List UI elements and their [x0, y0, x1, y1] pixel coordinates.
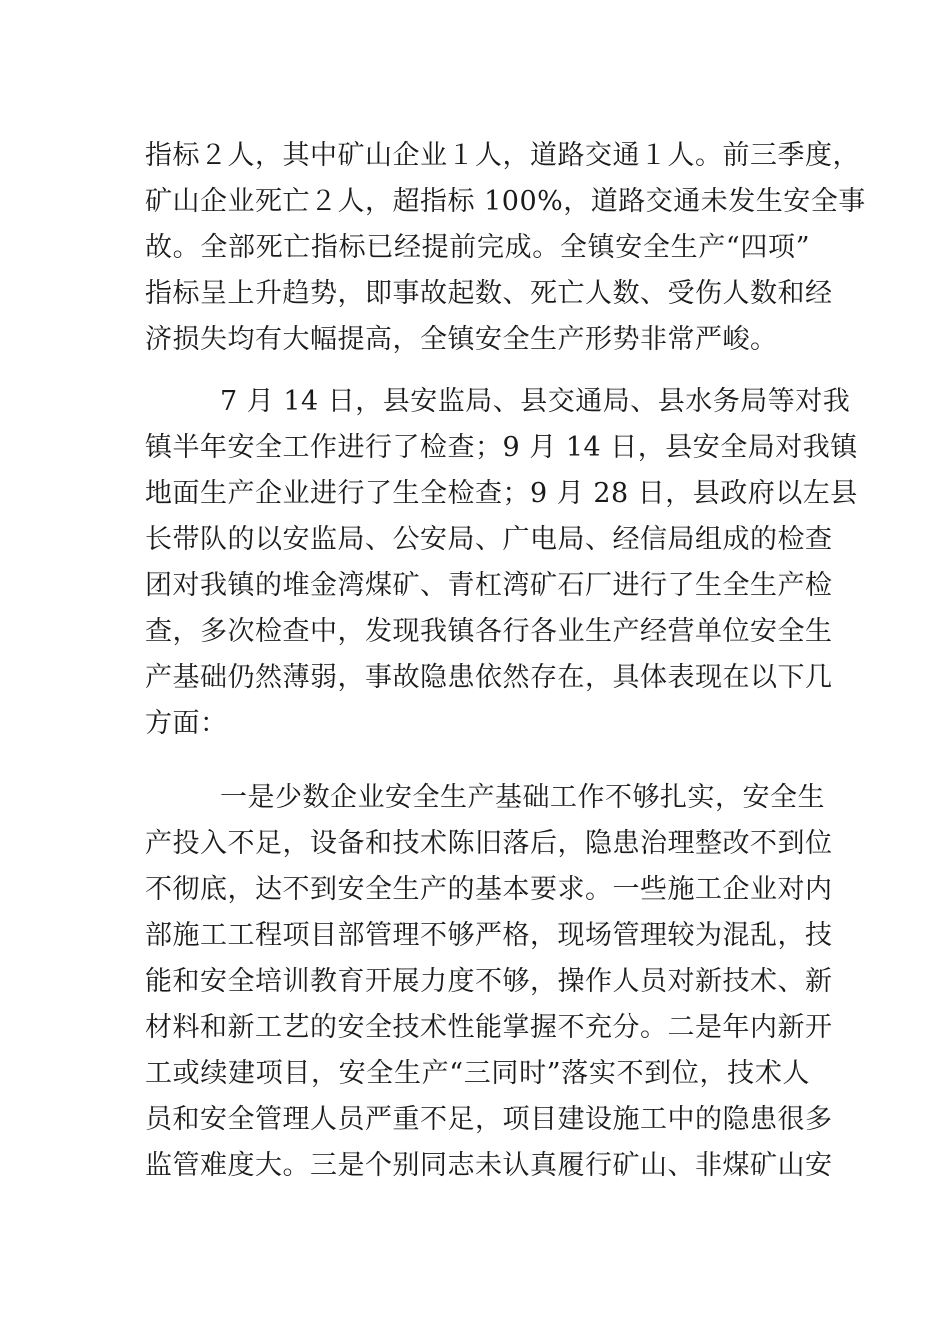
paragraph-first-line: 7 月 14 日，县安监局、县交通局、县水务局等对我 [220, 386, 851, 417]
text-line: 工或续建项目，安全生产“三同时”落实不到位，技术人 [145, 1058, 810, 1089]
text-line: 员和安全管理人员严重不足，项目建设施工中的隐患很多 [145, 1104, 833, 1135]
text-line: 故。全部死亡指标已经提前完成。全镇安全生产“四项” [145, 232, 810, 263]
text-line: 部施工工程项目部管理不够严格，现场管理较为混乱，技 [145, 920, 833, 951]
text-line: 长带队的以安监局、公安局、广电局、经信局组成的检查 [145, 524, 833, 555]
text-line: 产投入不足，设备和技术陈旧落后，隐患治理整改不到位 [145, 828, 833, 859]
text-line: 监管难度大。三是个别同志未认真履行矿山、非煤矿山安 [145, 1150, 833, 1181]
text-line: 查，多次检查中，发现我镇各行各业生产经营单位安全生 [145, 616, 833, 647]
text-line: 方面： [145, 708, 228, 739]
text-line: 地面生产企业进行了生全检查；9 月 28 日，县政府以左县 [145, 478, 858, 509]
paragraph-first-line: 一是少数企业安全生产基础工作不够扎实，安全生 [220, 782, 825, 813]
text-line: 材料和新工艺的安全技术性能掌握不充分。二是年内新开 [145, 1012, 833, 1043]
text-line: 产基础仍然薄弱，事故隐患依然存在，具体表现在以下几 [145, 662, 833, 693]
text-line: 济损失均有大幅提高，全镇安全生产形势非常严峻。 [145, 324, 778, 355]
text-line: 能和安全培训教育开展力度不够，操作人员对新技术、新 [145, 966, 833, 997]
text-line: 不彻底，达不到安全生产的基本要求。一些施工企业对内 [145, 874, 833, 905]
text-line: 指标２人，其中矿山企业１人，道路交通１人。前三季度， [145, 140, 860, 171]
text-line: 矿山企业死亡２人，超指标 100%，道路交通未发生安全事 [145, 186, 866, 217]
text-line: 镇半年安全工作进行了检查；9 月 14 日，县安全局对我镇 [145, 432, 858, 463]
text-line: 团对我镇的堆金湾煤矿、青杠湾矿石厂进行了生全生产检 [145, 570, 833, 601]
text-line: 指标呈上升趋势，即事故起数、死亡人数、受伤人数和经 [145, 278, 833, 309]
